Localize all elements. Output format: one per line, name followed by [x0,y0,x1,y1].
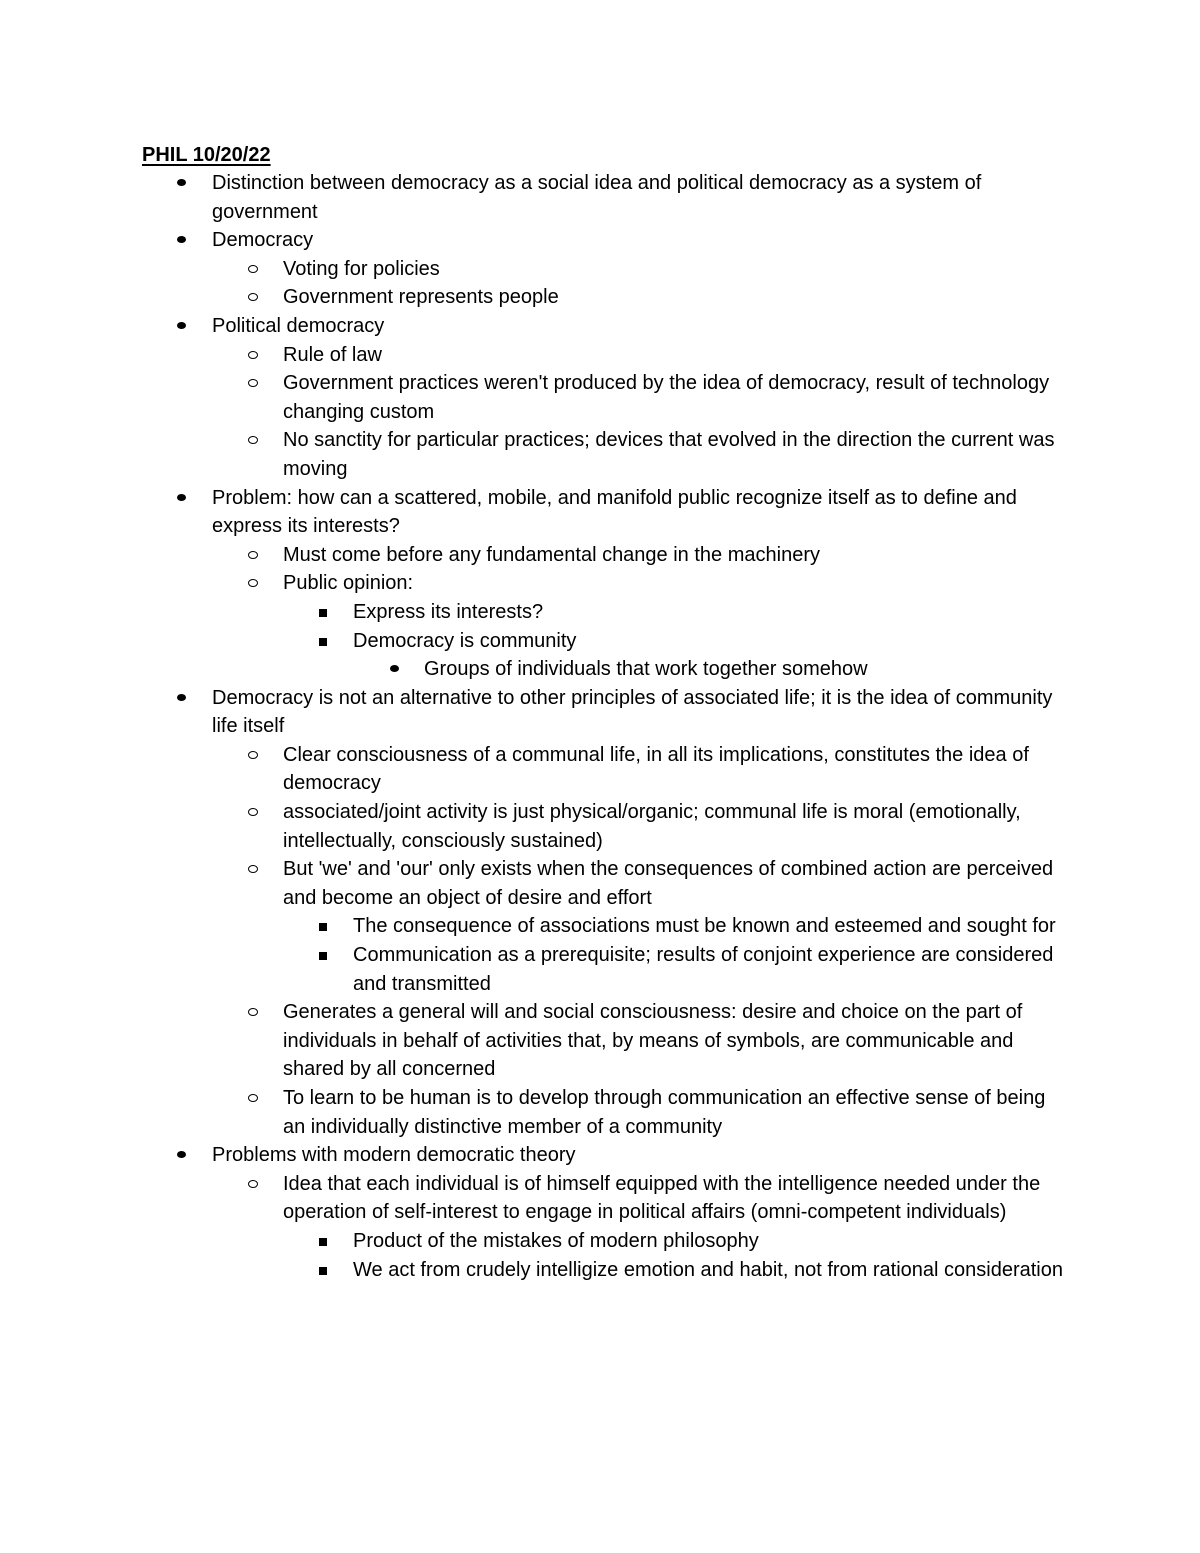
hollow-circle-bullet-icon [248,293,258,301]
list-item-text: Communication as a prerequisite; results of conjoint experience are considered and transmitted [353,944,1054,995]
list-item-text: Problem: how can a scattered, mobile, and manifold public recognize itself as to define and express its interests? [212,486,1017,538]
filled-circle-bullet-icon [177,322,186,329]
filled-square-bullet-icon [319,609,327,617]
list-item [0,369,1200,426]
hollow-circle-bullet-icon [248,1180,258,1188]
list-item-text: Democracy [212,229,314,252]
filled-square-bullet-icon [319,1238,327,1246]
list-item-text: Public opinion: [283,572,414,595]
filled-circle-bullet-icon [177,179,186,186]
filled-square-bullet-icon [319,923,327,931]
list-item [0,1141,1200,1170]
list-item-text: Political democracy [212,314,385,337]
list-item-text: Express its interests? [353,600,544,623]
hollow-circle-bullet-icon [248,865,258,873]
list-item-text: The consequence of associations must be known and esteemed and sought for [353,915,1056,938]
filled-square-bullet-icon [319,952,327,960]
list-item-text: To learn to be human is to develop through communication an effective sense of being an individually distinctive member of a community [283,1087,1046,1138]
list-item-text: associated/joint activity is just physical/organic; communal life is moral (emotionally, intellectually, consciously sustained) [283,801,1021,852]
list-item-text: Government represents people [283,286,559,309]
list-item [0,283,1200,312]
filled-circle-bullet-icon [177,236,186,243]
list-item [0,255,1200,284]
list-item-text: Groups of individuals that work together somehow [424,658,868,681]
list-item [0,569,1200,598]
hollow-circle-bullet-icon [248,379,258,387]
list-item [0,1256,1200,1285]
filled-circle-bullet-icon [390,665,399,672]
filled-circle-bullet-icon [177,494,186,501]
list-item [0,226,1200,255]
hollow-circle-bullet-icon [248,579,258,587]
list-item [0,855,1200,912]
list-item [0,684,1200,741]
list-item-text: Problems with modern democratic theory [212,1144,576,1167]
list-item [0,655,1200,684]
filled-square-bullet-icon [319,638,327,646]
list-item-text: We act from crudely intelligize emotion and habit, not from rational consideration [353,1258,1063,1281]
list-item [0,1170,1200,1227]
list-item-text: Rule of law [283,343,382,366]
list-item [0,312,1200,341]
list-item-text: Democracy is community [353,629,577,652]
filled-circle-bullet-icon [177,694,186,701]
list-item-text: Government practices weren't produced by the idea of democracy, result of technology changing custom [283,372,1050,423]
list-item-text: Clear consciousness of a communal life, in all its implications, constitutes the idea of democracy [283,743,1029,795]
list-item-text: But 'we' and 'our' only exists when the consequences of combined action are perceived and become an object of desire and effort [283,858,1054,909]
list-item-text: Distinction between democracy as a social idea and political democracy as a system of government [212,172,982,223]
page-title: PHIL 10/20/22 [142,144,271,166]
list-item [0,941,1200,998]
list-item [0,998,1200,1084]
hollow-circle-bullet-icon [248,436,258,444]
hollow-circle-bullet-icon [248,751,258,759]
hollow-circle-bullet-icon [248,808,258,816]
list-item-text: No sanctity for particular practices; devices that evolved in the direction the current was moving [283,429,1055,480]
list-item [0,598,1200,627]
list-item [0,1084,1200,1141]
list-item [0,426,1200,483]
list-item-text: Must come before any fundamental change in the machinery [283,543,820,566]
list-item-text: Idea that each individual is of himself equipped with the intelligence needed under the operation of self-interest to engage in political affairs (omni-competent individuals) [283,1172,1041,1224]
list-item-text: Product of the mistakes of modern philosophy [353,1229,759,1252]
hollow-circle-bullet-icon [248,265,258,273]
list-item [0,484,1200,541]
list-item-text: Voting for policies [283,257,440,280]
hollow-circle-bullet-icon [248,351,258,359]
filled-circle-bullet-icon [177,1151,186,1158]
list-item [0,627,1200,656]
list-item [0,741,1200,798]
list-item [0,1227,1200,1256]
hollow-circle-bullet-icon [248,551,258,559]
filled-square-bullet-icon [319,1267,327,1275]
list-item [0,798,1200,855]
list-item [0,341,1200,370]
list-item-text: Democracy is not an alternative to other principles of associated life; it is the idea of community life itself [212,686,1053,738]
hollow-circle-bullet-icon [248,1008,258,1016]
notes-list [0,169,1200,1284]
hollow-circle-bullet-icon [248,1094,258,1102]
list-item-text: Generates a general will and social consciousness: desire and choice on the part of individuals in behalf of activities that, by means of symbols, are communicable and shared by all concerned [283,1001,1023,1081]
list-item [0,541,1200,570]
list-item [0,169,1200,226]
list-item [0,912,1200,941]
